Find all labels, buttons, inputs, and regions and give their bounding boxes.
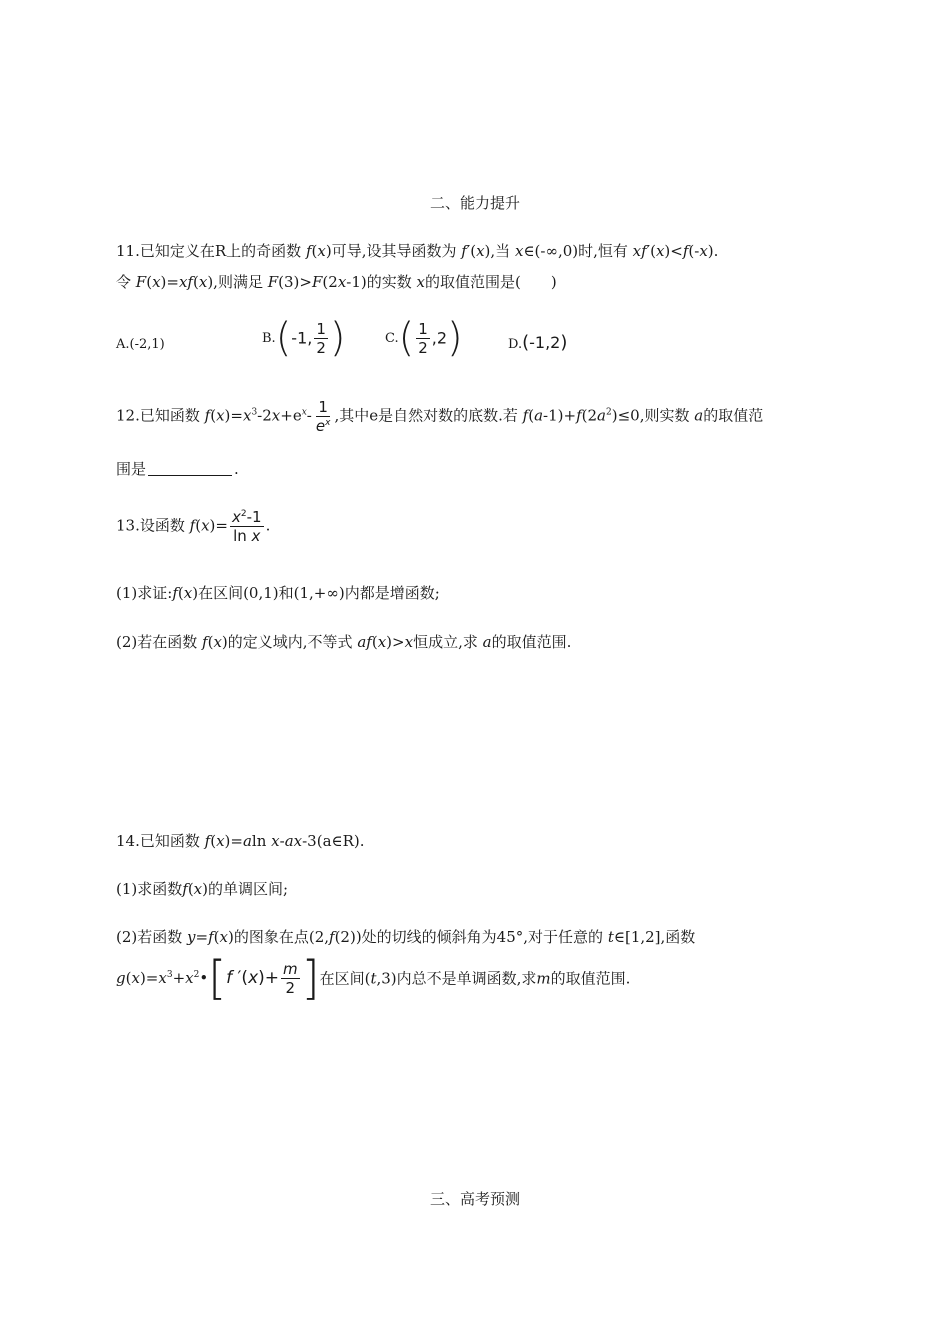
question-11-line-1: 11.已知定义在R上的奇函数 f(x)可导,设其导函数为 f′(x),当 x∈(-∞,0)时,恒有 xf′(x)<f(-x). xyxy=(116,242,719,260)
question-13-number: 13. xyxy=(116,516,140,535)
question-14-line-1: 14.已知函数 f(x)=aln x-ax-3(a∈R). xyxy=(116,832,365,850)
question-13-line-1: 13.设函数 f(x)= $\frac{x^2-1}{\text{ln x}}$ . xyxy=(116,508,271,545)
question-13-part-1: (1)求证:f(x)在区间(0,1)和(1,+∞)内都是增函数; xyxy=(116,584,440,602)
question-14-part-1: (1)求函数f(x)的单调区间; xyxy=(116,880,289,898)
question-12-line-2: 围是 . xyxy=(116,460,239,478)
section-title-exam-prediction: 三、高考预测 xyxy=(429,1190,520,1208)
option-d[interactable]: D.(-1,2) xyxy=(508,332,568,353)
option-b[interactable]: B.(-1, $\frac{1}{2}$ ) xyxy=(262,315,346,361)
question-14-number: 14. xyxy=(116,832,140,850)
option-a[interactable]: A.(-2,1) xyxy=(116,337,165,352)
question-14-part-2-line-1: (2)若函数 y=f(x)的图象在点(2,f(2))处的切线的倾斜角为45°,对于任意的 t∈[1,2],函数 xyxy=(116,928,696,946)
option-c[interactable]: C.( $\frac{1}{2}$ ,2) xyxy=(385,315,463,361)
question-11-line-2: 令 F(x)=xf(x),则满足 F(3)>F(2x-1)的实数 x的取值范围是( ) xyxy=(116,273,557,291)
question-12-line-1: 12.已知函数 $f(x)=x^3-2x+e^x-$ $\frac{1}{e^x}$ ,其中e是自然对数的底数.若 $f(a-1)+f(2a^2)\le 0$,则实数 a的取值范 xyxy=(116,398,764,435)
section-title-ability: 二、能力提升 xyxy=(429,194,520,212)
question-11-number: 11. xyxy=(116,242,140,260)
question-12-number: 12. xyxy=(116,406,140,425)
answer-blank[interactable] xyxy=(148,475,232,476)
question-13-part-2: (2)若在函数 f(x)的定义域内,不等式 af(x)>x恒成立,求 a的取值范围. xyxy=(116,633,572,651)
question-14-part-2-line-2: $g(x)=x^3+x^2•[f$ ′(x)+ $\frac{m}{2}$ ]在区间(t,3)内总不是单调函数,求m的取值范围. xyxy=(116,951,631,1005)
